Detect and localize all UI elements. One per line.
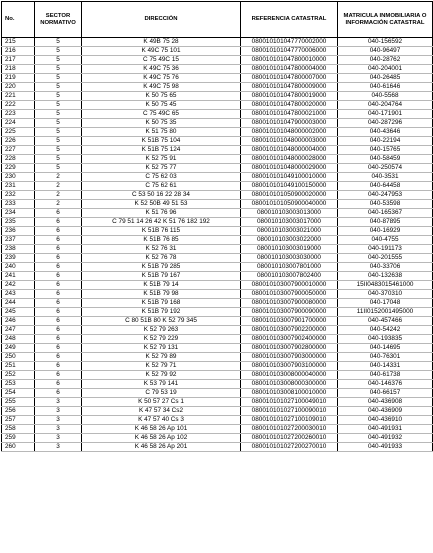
cell-no: 258 <box>2 425 35 434</box>
cell-matricula: 040-66157 <box>338 389 433 398</box>
cell-sector: 5 <box>35 128 82 137</box>
cell-referencia: 080010101048000028000 <box>241 155 338 164</box>
table-row <box>2 128 433 137</box>
cell-direccion: C 75 62 61 <box>82 182 241 191</box>
cell-no: 228 <box>2 155 35 164</box>
header-no: No. <box>2 2 35 38</box>
cell-referencia: 080010103007902400000 <box>241 335 338 344</box>
cell-no: 242 <box>2 281 35 290</box>
header-matricula: MATRICULA INMOBILIARIA O INFORMACIÓN CATASTRAL <box>338 2 433 38</box>
cell-direccion: K 50 57 27 Cs 1 <box>82 398 241 407</box>
cell-direccion: K 52 50B 49 51 53 <box>82 200 241 209</box>
cell-sector: 6 <box>35 272 82 281</box>
cell-referencia: 080010103003021000 <box>241 227 338 236</box>
cell-referencia: 080010101027100090010 <box>241 407 338 416</box>
cell-referencia: 080010103007901700000 <box>241 317 338 326</box>
cell-matricula: 040-28762 <box>338 56 433 65</box>
header-row <box>2 2 433 38</box>
cell-referencia: 080010101027200030010 <box>241 425 338 434</box>
cell-sector: 6 <box>35 245 82 254</box>
table-row <box>2 119 433 128</box>
cell-referencia: 080010101047770006000 <box>241 47 338 56</box>
table-row <box>2 182 433 191</box>
cell-matricula: 040-15765 <box>338 146 433 155</box>
cell-direccion: K 46 58 26 Ap 102 <box>82 434 241 443</box>
cell-matricula: 040-171901 <box>338 110 433 119</box>
cell-referencia: 080010103007902200000 <box>241 326 338 335</box>
cell-sector: 3 <box>35 407 82 416</box>
cell-referencia: 080010103003017000 <box>241 218 338 227</box>
table-row <box>2 434 433 443</box>
table-row <box>2 74 433 83</box>
table-row <box>2 65 433 74</box>
table-row <box>2 101 433 110</box>
cell-matricula: 040-436908 <box>338 398 433 407</box>
table-row <box>2 83 433 92</box>
cell-matricula: 040-61646 <box>338 83 433 92</box>
cell-no: 248 <box>2 335 35 344</box>
property-table <box>1 1 433 452</box>
cell-no: 252 <box>2 371 35 380</box>
cell-direccion: C 75 49C 65 <box>82 110 241 119</box>
cell-no: 231 <box>2 182 35 191</box>
cell-matricula: 040-54242 <box>338 326 433 335</box>
table-row <box>2 380 433 389</box>
cell-referencia: 080010101048000003000 <box>241 137 338 146</box>
cell-direccion: K 47 57 40 Cs 3 <box>82 416 241 425</box>
table-row <box>2 362 433 371</box>
cell-referencia: 080010101027200270010 <box>241 443 338 452</box>
table-row <box>2 92 433 101</box>
cell-direccion: C 79 51 14 26 42 K 51 76 182 192 <box>82 218 241 227</box>
cell-referencia: 080010103003019000 <box>241 245 338 254</box>
cell-no: 259 <box>2 434 35 443</box>
cell-direccion: K 49B 75 28 <box>82 38 241 47</box>
cell-no: 246 <box>2 317 35 326</box>
cell-referencia: 080010101048000002000 <box>241 128 338 137</box>
cell-no: 229 <box>2 164 35 173</box>
cell-referencia: 080010101027100049010 <box>241 398 338 407</box>
cell-direccion: K 53 79 141 <box>82 380 241 389</box>
cell-direccion: K 52 76 31 <box>82 245 241 254</box>
cell-direccion: K 51B 75 104 <box>82 137 241 146</box>
cell-direccion: K 51B 79 167 <box>82 272 241 281</box>
table-row <box>2 56 433 65</box>
cell-no: 220 <box>2 83 35 92</box>
cell-matricula: 040-58459 <box>338 155 433 164</box>
cell-no: 227 <box>2 146 35 155</box>
cell-no: 256 <box>2 407 35 416</box>
cell-no: 235 <box>2 218 35 227</box>
cell-referencia: 080010101050900040000 <box>241 200 338 209</box>
cell-referencia: 080010103007903000000 <box>241 353 338 362</box>
table-row <box>2 353 433 362</box>
cell-matricula: 040-204001 <box>338 65 433 74</box>
cell-no: 239 <box>2 254 35 263</box>
cell-matricula: 040-3531 <box>338 173 433 182</box>
cell-no: 245 <box>2 308 35 317</box>
cell-no: 236 <box>2 227 35 236</box>
cell-sector: 3 <box>35 443 82 452</box>
cell-direccion: K 52 76 78 <box>82 254 241 263</box>
table-row <box>2 137 433 146</box>
cell-matricula: 040-287296 <box>338 119 433 128</box>
cell-referencia: 080010103007900090000 <box>241 308 338 317</box>
cell-matricula: 040-14331 <box>338 362 433 371</box>
cell-direccion: K 46 58 26 Ap 201 <box>82 443 241 452</box>
table-row <box>2 299 433 308</box>
cell-no: 226 <box>2 137 35 146</box>
cell-sector: 6 <box>35 209 82 218</box>
cell-matricula: 040-193835 <box>338 335 433 344</box>
cell-matricula: 040-17048 <box>338 299 433 308</box>
table-row <box>2 416 433 425</box>
cell-matricula: 040-457466 <box>338 317 433 326</box>
cell-sector: 5 <box>35 155 82 164</box>
table-row <box>2 407 433 416</box>
cell-direccion: K 51 76 96 <box>82 209 241 218</box>
cell-direccion: K 52 79 131 <box>82 344 241 353</box>
cell-referencia: 080010101047800021000 <box>241 110 338 119</box>
cell-direccion: K 47 57 34 Cs2 <box>82 407 241 416</box>
table-row <box>2 218 433 227</box>
cell-sector: 5 <box>35 164 82 173</box>
cell-sector: 5 <box>35 110 82 119</box>
cell-direccion: K 51B 79 285 <box>82 263 241 272</box>
cell-matricula: 040-247953 <box>338 191 433 200</box>
cell-sector: 6 <box>35 290 82 299</box>
cell-sector: 5 <box>35 56 82 65</box>
table-row <box>2 209 433 218</box>
cell-direccion: K 51B 76 85 <box>82 236 241 245</box>
cell-matricula: 040-87895 <box>338 218 433 227</box>
cell-direccion: K 51B 79 14 <box>82 281 241 290</box>
cell-direccion: K 52 79 71 <box>82 362 241 371</box>
cell-referencia: 080010103003013000 <box>241 209 338 218</box>
cell-sector: 3 <box>35 416 82 425</box>
header-referencia: REFERENCIA CATASTRAL <box>241 2 338 38</box>
cell-sector: 5 <box>35 92 82 101</box>
table-row <box>2 245 433 254</box>
cell-matricula: 040-33706 <box>338 263 433 272</box>
cell-no: 251 <box>2 362 35 371</box>
cell-direccion: K 52 79 89 <box>82 353 241 362</box>
cell-referencia: 080010101047800020000 <box>241 101 338 110</box>
cell-direccion: K 52 75 77 <box>82 164 241 173</box>
cell-matricula: 040-250574 <box>338 164 433 173</box>
cell-sector: 5 <box>35 137 82 146</box>
cell-matricula: 15II0483015461000 <box>338 281 433 290</box>
cell-matricula: 040-436909 <box>338 407 433 416</box>
cell-no: 244 <box>2 299 35 308</box>
cell-referencia: 080010101049100150000 <box>241 182 338 191</box>
cell-matricula: 040-165367 <box>338 209 433 218</box>
cell-referencia: 080010103008000300000 <box>241 380 338 389</box>
table-body <box>2 38 433 452</box>
cell-no: 216 <box>2 47 35 56</box>
cell-referencia: 080010101047900003000 <box>241 119 338 128</box>
cell-referencia: 080010103007801000 <box>241 263 338 272</box>
cell-referencia: 080010101047800019000 <box>241 92 338 101</box>
cell-no: 249 <box>2 344 35 353</box>
table-row <box>2 272 433 281</box>
cell-no: 218 <box>2 65 35 74</box>
cell-direccion: K 49C 75 98 <box>82 83 241 92</box>
cell-referencia: 080010103008000040000 <box>241 371 338 380</box>
cell-sector: 6 <box>35 344 82 353</box>
cell-referencia: 080010103007900010000 <box>241 281 338 290</box>
cell-no: 217 <box>2 56 35 65</box>
cell-referencia: 080010101047800010000 <box>241 56 338 65</box>
cell-matricula: 11II0152001495000 <box>338 308 433 317</box>
cell-no: 223 <box>2 110 35 119</box>
table-row <box>2 200 433 209</box>
table-row <box>2 335 433 344</box>
cell-matricula: 040-156592 <box>338 38 433 47</box>
cell-sector: 5 <box>35 119 82 128</box>
cell-matricula: 040-61738 <box>338 371 433 380</box>
cell-sector: 6 <box>35 335 82 344</box>
header-direccion: DIRECCIÓN <box>82 2 241 38</box>
cell-sector: 6 <box>35 326 82 335</box>
cell-referencia: 080010103007802400 <box>241 272 338 281</box>
table-row <box>2 326 433 335</box>
cell-direccion: C 79 53 19 <box>82 389 241 398</box>
table-row <box>2 47 433 56</box>
table-row <box>2 227 433 236</box>
cell-no: 240 <box>2 263 35 272</box>
cell-referencia: 080010103003030000 <box>241 254 338 263</box>
table-row <box>2 191 433 200</box>
table-row <box>2 263 433 272</box>
cell-referencia: 080010101050900020000 <box>241 191 338 200</box>
table-row <box>2 164 433 173</box>
cell-sector: 6 <box>35 227 82 236</box>
cell-direccion: K 52 79 92 <box>82 371 241 380</box>
cell-no: 241 <box>2 272 35 281</box>
cell-no: 221 <box>2 92 35 101</box>
cell-matricula: 040-491933 <box>338 443 433 452</box>
cell-matricula: 040-146376 <box>338 380 433 389</box>
cell-matricula: 040-43646 <box>338 128 433 137</box>
cell-matricula: 040-16929 <box>338 227 433 236</box>
table-row <box>2 236 433 245</box>
cell-direccion: K 51B 75 124 <box>82 146 241 155</box>
header-sector: SECTOR NORMATIVO <box>35 2 82 38</box>
cell-direccion: K 52 79 263 <box>82 326 241 335</box>
table-row <box>2 317 433 326</box>
cell-direccion: K 50 75 35 <box>82 119 241 128</box>
cell-no: 254 <box>2 389 35 398</box>
cell-direccion: K 50 75 65 <box>82 92 241 101</box>
cell-sector: 5 <box>35 74 82 83</box>
cell-no: 250 <box>2 353 35 362</box>
cell-direccion: K 51B 79 168 <box>82 299 241 308</box>
cell-direccion: K 51B 76 115 <box>82 227 241 236</box>
cell-referencia: 080010101027100109010 <box>241 416 338 425</box>
cell-direccion: K 46 58 26 Ap 101 <box>82 425 241 434</box>
cell-matricula: 040-491932 <box>338 434 433 443</box>
cell-matricula: 040-436910 <box>338 416 433 425</box>
cell-matricula: 040-76301 <box>338 353 433 362</box>
cell-sector: 6 <box>35 218 82 227</box>
cell-sector: 6 <box>35 281 82 290</box>
cell-referencia: 080010101048000029000 <box>241 164 338 173</box>
cell-matricula: 040-201555 <box>338 254 433 263</box>
cell-sector: 6 <box>35 389 82 398</box>
cell-matricula: 040-26485 <box>338 74 433 83</box>
table-row <box>2 155 433 164</box>
cell-matricula: 040-491931 <box>338 425 433 434</box>
cell-no: 234 <box>2 209 35 218</box>
cell-direccion: C 75 49C 15 <box>82 56 241 65</box>
table-row <box>2 254 433 263</box>
table-row <box>2 308 433 317</box>
cell-matricula: 040-5568 <box>338 92 433 101</box>
cell-matricula: 040-53598 <box>338 200 433 209</box>
cell-matricula: 040-370310 <box>338 290 433 299</box>
cell-sector: 6 <box>35 353 82 362</box>
cell-direccion: K 49C 75 36 <box>82 65 241 74</box>
cell-no: 232 <box>2 191 35 200</box>
table-row <box>2 344 433 353</box>
cell-no: 224 <box>2 119 35 128</box>
cell-direccion: K 52 79 229 <box>82 335 241 344</box>
cell-matricula: 040-191173 <box>338 245 433 254</box>
cell-direccion: K 51 75 80 <box>82 128 241 137</box>
table-row <box>2 146 433 155</box>
table-row <box>2 38 433 47</box>
cell-direccion: K 52 75 91 <box>82 155 241 164</box>
table-row <box>2 443 433 452</box>
table-row <box>2 389 433 398</box>
cell-no: 260 <box>2 443 35 452</box>
cell-no: 247 <box>2 326 35 335</box>
table-row <box>2 173 433 182</box>
table-row <box>2 371 433 380</box>
cell-no: 219 <box>2 74 35 83</box>
cell-matricula: 040-4755 <box>338 236 433 245</box>
cell-sector: 6 <box>35 380 82 389</box>
cell-matricula: 040-96497 <box>338 47 433 56</box>
cell-sector: 5 <box>35 65 82 74</box>
cell-referencia: 080010101027200260010 <box>241 434 338 443</box>
cell-referencia: 080010103008100010000 <box>241 389 338 398</box>
cell-referencia: 080010101048000004000 <box>241 146 338 155</box>
cell-referencia: 080010103007900050000 <box>241 290 338 299</box>
cell-sector: 6 <box>35 317 82 326</box>
table-row <box>2 290 433 299</box>
cell-direccion: C 53 50 16 22 28 34 <box>82 191 241 200</box>
cell-no: 238 <box>2 245 35 254</box>
cell-sector: 5 <box>35 38 82 47</box>
cell-sector: 5 <box>35 83 82 92</box>
cell-no: 253 <box>2 380 35 389</box>
cell-no: 243 <box>2 290 35 299</box>
cell-sector: 6 <box>35 236 82 245</box>
cell-no: 255 <box>2 398 35 407</box>
cell-referencia: 080010103007903100000 <box>241 362 338 371</box>
cell-sector: 5 <box>35 101 82 110</box>
cell-matricula: 040-132638 <box>338 272 433 281</box>
cell-sector: 2 <box>35 200 82 209</box>
cell-sector: 3 <box>35 425 82 434</box>
cell-referencia: 080010101049100010000 <box>241 173 338 182</box>
cell-matricula: 040-64458 <box>338 182 433 191</box>
cell-no: 230 <box>2 173 35 182</box>
cell-direccion: K 49C 75 101 <box>82 47 241 56</box>
cell-referencia: 080010101047770002000 <box>241 38 338 47</box>
cell-sector: 2 <box>35 191 82 200</box>
cell-direccion: K 51B 79 98 <box>82 290 241 299</box>
cell-matricula: 040-14695 <box>338 344 433 353</box>
table-header <box>2 2 433 38</box>
cell-no: 237 <box>2 236 35 245</box>
cell-no: 233 <box>2 200 35 209</box>
cell-referencia: 080010101047800004000 <box>241 65 338 74</box>
cell-sector: 5 <box>35 47 82 56</box>
cell-no: 225 <box>2 128 35 137</box>
cell-referencia: 080010103007902800000 <box>241 344 338 353</box>
cell-no: 257 <box>2 416 35 425</box>
cell-sector: 6 <box>35 362 82 371</box>
cell-direccion: K 51B 79 192 <box>82 308 241 317</box>
table-row <box>2 281 433 290</box>
cell-sector: 6 <box>35 263 82 272</box>
cell-sector: 6 <box>35 299 82 308</box>
table-row <box>2 110 433 119</box>
cell-referencia: 080010103003022000 <box>241 236 338 245</box>
cell-referencia: 080010101047800007000 <box>241 74 338 83</box>
cell-sector: 2 <box>35 173 82 182</box>
cell-no: 222 <box>2 101 35 110</box>
cell-sector: 6 <box>35 308 82 317</box>
cell-referencia: 080010101047800009000 <box>241 83 338 92</box>
cell-direccion: K 50 75 45 <box>82 101 241 110</box>
cell-matricula: 040-204764 <box>338 101 433 110</box>
cell-sector: 6 <box>35 254 82 263</box>
cell-sector: 6 <box>35 371 82 380</box>
cell-sector: 3 <box>35 434 82 443</box>
cell-no: 215 <box>2 38 35 47</box>
cell-matricula: 040-22194 <box>338 137 433 146</box>
cell-direccion: C 75 62 03 <box>82 173 241 182</box>
table-row <box>2 425 433 434</box>
cell-sector: 3 <box>35 398 82 407</box>
cell-sector: 5 <box>35 146 82 155</box>
table-row <box>2 398 433 407</box>
cell-direccion: C 80 51B 80 K 52 79 345 <box>82 317 241 326</box>
cell-referencia: 080010103007900080000 <box>241 299 338 308</box>
cell-direccion: K 49C 75 76 <box>82 74 241 83</box>
cell-sector: 2 <box>35 182 82 191</box>
